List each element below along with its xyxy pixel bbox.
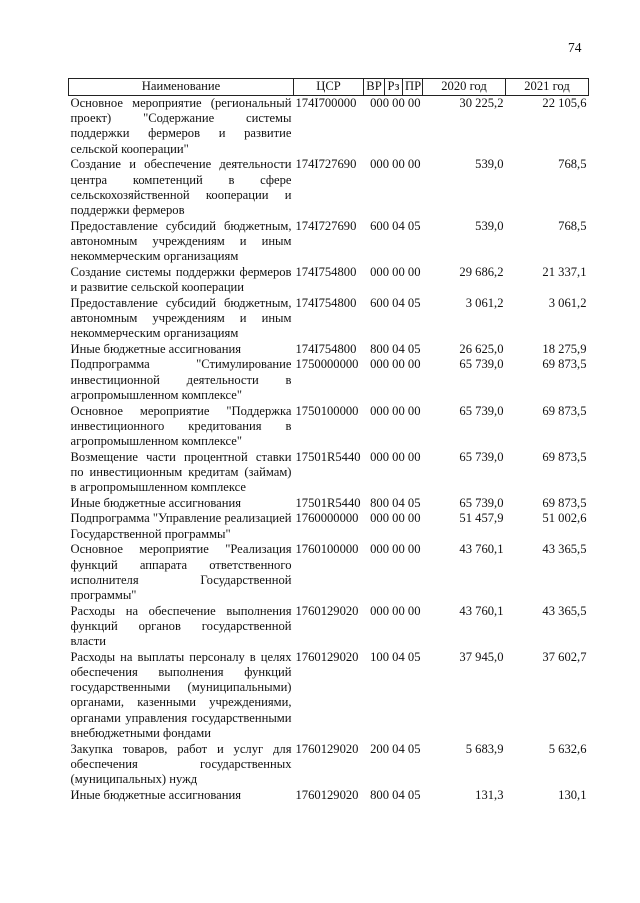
row-2020-cell: 131,3 xyxy=(475,787,504,802)
table-row xyxy=(69,404,589,450)
row-2021-cell: 69 873,5 xyxy=(542,449,587,464)
table-row xyxy=(69,650,589,742)
row-2020-cell: 3 061,2 xyxy=(465,295,504,310)
row-codes-cell: 800 04 05 xyxy=(370,787,421,802)
row-name-cell: Основное мероприятие "Поддержка инвестиционного кредитования в агропромышленном комплексе" xyxy=(70,403,292,448)
row-codes-cell: 600 04 05 xyxy=(370,218,421,233)
row-2020-cell: 29 686,2 xyxy=(459,264,504,279)
row-codes-cell: 000 00 00 xyxy=(370,157,421,172)
row-2021-cell: 3 061,2 xyxy=(548,295,587,310)
row-2021-cell: 69 873,5 xyxy=(542,495,587,510)
table-row xyxy=(69,219,589,265)
row-csr-cell: 1760129020 xyxy=(295,787,359,802)
row-2020-cell: 65 739,0 xyxy=(459,449,504,464)
row-name-cell: Создание и обеспечение деятельности центра компетенций в сфере сельскохозяйственной кооперации и поддержки фермеров xyxy=(70,157,292,217)
row-name-cell: Подпрограмма "Управление реализацией Государственной программы" xyxy=(70,511,292,541)
row-name-cell: Расходы на выплаты персоналу в целях обеспечения выполнения функций государственными (муниципальными) органами, казенными учреждениями, органами управления государственными внебюджетными фондами xyxy=(70,649,292,740)
table-row xyxy=(69,342,589,358)
row-2021-cell: 43 365,5 xyxy=(542,603,587,618)
row-name-cell: Иные бюджетные ассигнования xyxy=(70,341,242,356)
row-codes-cell: 200 04 05 xyxy=(370,741,421,756)
row-2020-cell: 539,0 xyxy=(475,157,504,172)
row-2021-cell: 43 365,5 xyxy=(542,542,587,557)
row-csr-cell: 1750100000 xyxy=(295,403,359,418)
row-codes-cell: 000 00 00 xyxy=(370,403,421,418)
row-2020-cell: 43 760,1 xyxy=(459,542,504,557)
row-name-cell: Иные бюджетные ассигнования xyxy=(70,787,242,802)
table-row xyxy=(69,496,589,512)
row-name-cell: Предоставление субсидий бюджетным, автономным учреждениям и иным некоммерческим организациям xyxy=(70,218,292,264)
row-name-cell: Расходы на обеспечение выполнения функций органов государственной власти xyxy=(70,603,292,649)
row-csr-cell: 174I727690 xyxy=(295,157,357,172)
row-2020-cell: 37 945,0 xyxy=(459,649,504,664)
row-csr-cell: 174I754800 xyxy=(295,264,357,279)
table-row xyxy=(69,542,589,603)
row-codes-cell: 800 04 05 xyxy=(370,341,421,356)
column-header-csr: ЦСР xyxy=(294,79,364,96)
row-2020-cell: 65 739,0 xyxy=(459,357,504,372)
row-name-cell: Закупка товаров, работ и услуг для обеспечения государственных (муниципальных) нужд xyxy=(70,741,292,786)
row-codes-cell: 000 00 00 xyxy=(370,264,421,279)
column-header-rz: Рз xyxy=(385,79,403,96)
row-2021-cell: 130,1 xyxy=(558,787,587,802)
row-codes-cell: 000 00 00 xyxy=(370,542,421,557)
row-csr-cell: 174I754800 xyxy=(295,341,357,356)
row-csr-cell: 1760129020 xyxy=(295,649,359,664)
row-csr-cell: 1760129020 xyxy=(295,741,359,756)
row-codes-cell: 100 04 05 xyxy=(370,649,421,664)
row-csr-cell: 17501R5440 xyxy=(295,449,361,464)
row-2021-cell: 768,5 xyxy=(558,157,587,172)
table-row xyxy=(69,357,589,403)
row-name-cell: Возмещение части процентной ставки по инвестиционным кредитам (займам) в агропромышленном комплексе xyxy=(70,449,292,495)
row-2021-cell: 5 632,6 xyxy=(548,741,587,756)
column-header-name: Наименование xyxy=(69,79,294,96)
table-row xyxy=(69,604,589,650)
table-row xyxy=(69,511,589,542)
row-csr-cell: 1750000000 xyxy=(295,357,359,372)
row-2020-cell: 5 683,9 xyxy=(465,741,504,756)
row-2021-cell: 18 275,9 xyxy=(542,341,587,356)
row-codes-cell: 800 04 05 xyxy=(370,495,421,510)
row-name-cell: Иные бюджетные ассигнования xyxy=(70,495,242,510)
row-csr-cell: 17501R5440 xyxy=(295,495,361,510)
row-name-cell: Предоставление субсидий бюджетным, автономным учреждениям и иным некоммерческим организациям xyxy=(70,295,292,341)
row-csr-cell: 174I700000 xyxy=(295,96,357,110)
row-2021-cell: 51 002,6 xyxy=(542,511,587,526)
row-csr-cell: 174I754800 xyxy=(295,295,357,310)
row-codes-cell: 000 00 00 xyxy=(370,96,421,110)
row-2020-cell: 539,0 xyxy=(475,218,504,233)
table-row xyxy=(69,450,589,496)
row-2020-cell: 65 739,0 xyxy=(459,495,504,510)
row-name-cell: Основное мероприятие (региональный проект) "Содержание системы поддержки фермеров и развитие сельской кооперации" xyxy=(70,96,292,156)
row-2021-cell: 768,5 xyxy=(558,218,587,233)
row-2021-cell: 21 337,1 xyxy=(542,264,587,279)
row-2020-cell: 65 739,0 xyxy=(459,403,504,418)
row-2020-cell: 26 625,0 xyxy=(459,341,504,356)
row-name-cell: Основное мероприятие "Реализация функций аппарата ответственного исполнителя Государственной программы" xyxy=(70,542,292,602)
row-2020-cell: 30 225,2 xyxy=(459,96,504,110)
row-codes-cell: 000 00 00 xyxy=(370,449,421,464)
row-2021-cell: 22 105,6 xyxy=(542,96,587,110)
row-codes-cell: 000 00 00 xyxy=(370,511,421,526)
table-row xyxy=(69,742,589,788)
row-2020-cell: 43 760,1 xyxy=(459,603,504,618)
column-header-pr: ПР xyxy=(403,79,423,96)
row-name-cell: Подпрограмма "Стимулирование инвестиционной деятельности в агропромышленном комплексе" xyxy=(70,357,292,402)
row-name-cell: Создание системы поддержки фермеров и развитие сельской кооперации xyxy=(70,264,292,294)
column-header-2020: 2020 год xyxy=(423,79,506,96)
table-row xyxy=(69,296,589,342)
row-2021-cell: 37 602,7 xyxy=(542,649,587,664)
row-2020-cell: 51 457,9 xyxy=(459,511,504,526)
table-row xyxy=(69,96,589,158)
row-csr-cell: 1760100000 xyxy=(295,542,359,557)
row-codes-cell: 000 00 00 xyxy=(370,357,421,372)
table-row xyxy=(69,157,589,218)
row-csr-cell: 1760000000 xyxy=(295,511,359,526)
page-number: 74 xyxy=(568,40,582,55)
row-csr-cell: 174I727690 xyxy=(295,218,357,233)
column-header-2021: 2021 год xyxy=(506,79,589,96)
column-header-vr: ВР xyxy=(364,79,385,96)
table-row xyxy=(69,265,589,296)
table-header-row xyxy=(69,79,589,96)
row-codes-cell: 000 00 00 xyxy=(370,603,421,618)
table-row xyxy=(69,788,589,804)
row-2021-cell: 69 873,5 xyxy=(542,357,587,372)
row-csr-cell: 1760129020 xyxy=(295,603,359,618)
row-2021-cell: 69 873,5 xyxy=(542,403,587,418)
budget-table xyxy=(68,78,589,803)
row-codes-cell: 600 04 05 xyxy=(370,295,421,310)
